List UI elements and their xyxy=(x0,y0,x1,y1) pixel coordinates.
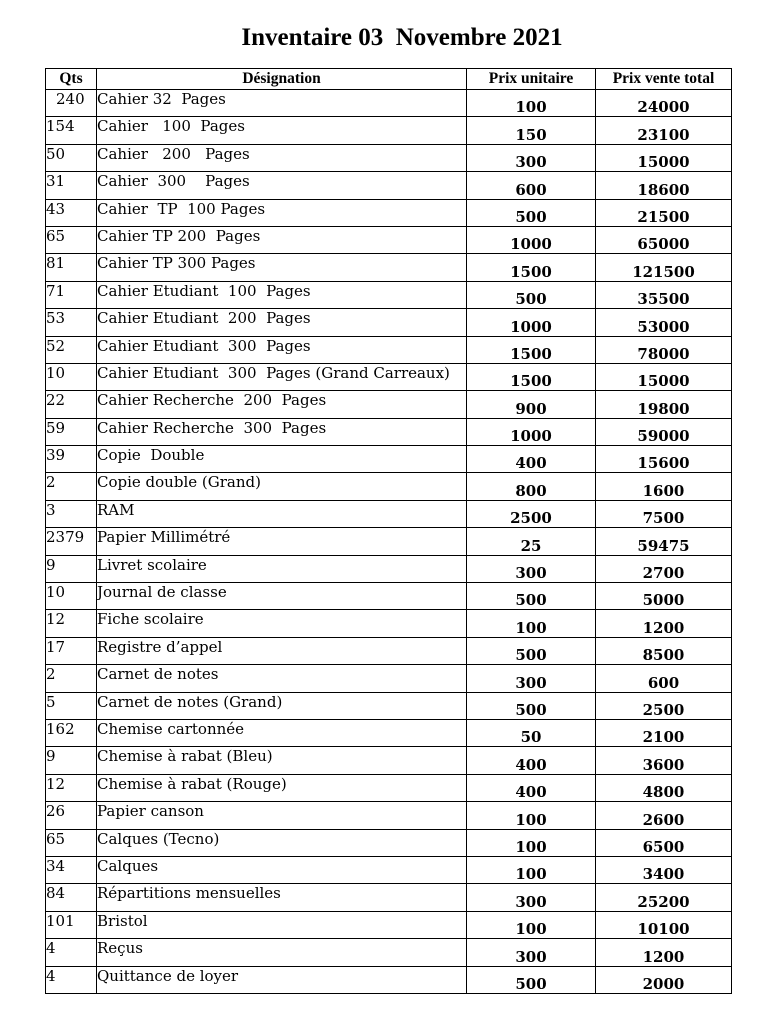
designation-cell: Calques (Tecno) xyxy=(97,829,467,856)
designation-cell: Copie double (Grand) xyxy=(97,473,467,500)
qty-cell: 81 xyxy=(46,254,97,281)
table-row xyxy=(46,90,732,117)
qty-cell: 34 xyxy=(46,856,97,883)
table-row xyxy=(46,172,732,199)
qty-cell: 9 xyxy=(46,747,97,774)
unit-price-cell: 25 xyxy=(467,528,596,555)
qty-cell: 101 xyxy=(46,911,97,938)
unit-price-cell: 300 xyxy=(467,884,596,911)
table-row xyxy=(46,692,732,719)
header-row xyxy=(46,69,732,90)
unit-price-cell: 1500 xyxy=(467,254,596,281)
table-row xyxy=(46,500,732,527)
total-cell: 1200 xyxy=(596,939,732,966)
qty-cell: 71 xyxy=(46,281,97,308)
unit-price-cell: 400 xyxy=(467,747,596,774)
designation-cell: Chemise à rabat (Bleu) xyxy=(97,747,467,774)
qty-cell: 50 xyxy=(46,144,97,171)
total-cell: 65000 xyxy=(596,226,732,253)
table-row xyxy=(46,473,732,500)
unit-price-cell: 300 xyxy=(467,144,596,171)
total-cell: 2600 xyxy=(596,802,732,829)
designation-cell: Papier Millimétré xyxy=(97,528,467,555)
qty-cell: 2379 xyxy=(46,528,97,555)
designation-cell: Cahier TP 100 Pages xyxy=(97,199,467,226)
unit-price-cell: 1000 xyxy=(467,226,596,253)
table-row xyxy=(46,309,732,336)
table-row xyxy=(46,610,732,637)
designation-cell: Répartitions mensuelles xyxy=(97,884,467,911)
qty-cell: 154 xyxy=(46,117,97,144)
table-row xyxy=(46,966,732,993)
total-cell: 35500 xyxy=(596,281,732,308)
designation-cell: Cahier 200 Pages xyxy=(97,144,467,171)
unit-price-cell: 500 xyxy=(467,281,596,308)
total-cell: 2500 xyxy=(596,692,732,719)
unit-price-cell: 600 xyxy=(467,172,596,199)
qty-cell: 4 xyxy=(46,966,97,993)
designation-header: Désignation xyxy=(97,69,467,90)
table-row xyxy=(46,254,732,281)
unit-price-cell: 1000 xyxy=(467,418,596,445)
qty-cell: 43 xyxy=(46,199,97,226)
unit-price-cell: 800 xyxy=(467,473,596,500)
designation-cell: Calques xyxy=(97,856,467,883)
qty-cell: 9 xyxy=(46,555,97,582)
designation-cell: Copie Double xyxy=(97,446,467,473)
unit-price-cell: 1000 xyxy=(467,309,596,336)
total-cell: 2000 xyxy=(596,966,732,993)
unit-price-cell: 400 xyxy=(467,774,596,801)
designation-cell: Quittance de loyer xyxy=(97,966,467,993)
qty-cell: 2 xyxy=(46,665,97,692)
total-cell: 23100 xyxy=(596,117,732,144)
designation-cell: Cahier Recherche 200 Pages xyxy=(97,391,467,418)
total-cell: 78000 xyxy=(596,336,732,363)
total-cell: 5000 xyxy=(596,583,732,610)
total-cell: 24000 xyxy=(596,90,732,117)
unit-price-cell: 500 xyxy=(467,692,596,719)
designation-cell: Reçus xyxy=(97,939,467,966)
table-row xyxy=(46,747,732,774)
designation-cell: Papier canson xyxy=(97,802,467,829)
total-cell: 15600 xyxy=(596,446,732,473)
total-cell: 3600 xyxy=(596,747,732,774)
table-row xyxy=(46,418,732,445)
qty-cell: 22 xyxy=(46,391,97,418)
table-row xyxy=(46,884,732,911)
table-row xyxy=(46,665,732,692)
unit-price-cell: 100 xyxy=(467,610,596,637)
qty-cell: 162 xyxy=(46,719,97,746)
table-row xyxy=(46,829,732,856)
designation-cell: Chemise à rabat (Rouge) xyxy=(97,774,467,801)
qty-cell: 65 xyxy=(46,829,97,856)
designation-cell: Chemise cartonnée xyxy=(97,719,467,746)
qty-cell: 65 xyxy=(46,226,97,253)
table-row xyxy=(46,391,732,418)
designation-cell: Cahier TP 300 Pages xyxy=(97,254,467,281)
table-row xyxy=(46,226,732,253)
qty-cell: 12 xyxy=(46,774,97,801)
designation-cell: Bristol xyxy=(97,911,467,938)
total-cell: 6500 xyxy=(596,829,732,856)
total-cell: 21500 xyxy=(596,199,732,226)
total-cell: 7500 xyxy=(596,500,732,527)
table-row xyxy=(46,199,732,226)
designation-cell: Carnet de notes xyxy=(97,665,467,692)
designation-cell: Cahier Recherche 300 Pages xyxy=(97,418,467,445)
unit-price-cell: 1500 xyxy=(467,363,596,390)
qty-cell: 2 xyxy=(46,473,97,500)
total-cell: 1600 xyxy=(596,473,732,500)
qty-cell: 10 xyxy=(46,363,97,390)
designation-cell: Cahier Etudiant 100 Pages xyxy=(97,281,467,308)
unit-price-cell: 150 xyxy=(467,117,596,144)
unit-price-cell: 500 xyxy=(467,966,596,993)
total-cell: 8500 xyxy=(596,637,732,664)
table-row xyxy=(46,144,732,171)
total-cell: 10100 xyxy=(596,911,732,938)
unit-price-cell: 300 xyxy=(467,939,596,966)
table-row xyxy=(46,802,732,829)
total-header: Prix vente total xyxy=(596,69,732,90)
designation-cell: Livret scolaire xyxy=(97,555,467,582)
unit-price-cell: 100 xyxy=(467,911,596,938)
unit-price-cell: 100 xyxy=(467,856,596,883)
designation-cell: Cahier Etudiant 300 Pages xyxy=(97,336,467,363)
designation-cell: Cahier Etudiant 200 Pages xyxy=(97,309,467,336)
qty-cell: 4 xyxy=(46,939,97,966)
total-cell: 4800 xyxy=(596,774,732,801)
table-row xyxy=(46,774,732,801)
total-cell: 2100 xyxy=(596,719,732,746)
unit-price-cell: 300 xyxy=(467,555,596,582)
qty-cell: 10 xyxy=(46,583,97,610)
total-cell: 121500 xyxy=(596,254,732,281)
qty-cell: 26 xyxy=(46,802,97,829)
unit-price-cell: 400 xyxy=(467,446,596,473)
unit-price-cell: 100 xyxy=(467,829,596,856)
total-cell: 59475 xyxy=(596,528,732,555)
total-cell: 1200 xyxy=(596,610,732,637)
unit-price-cell: 900 xyxy=(467,391,596,418)
unit-price-cell: 500 xyxy=(467,199,596,226)
qty-cell: 84 xyxy=(46,884,97,911)
designation-cell: Cahier Etudiant 300 Pages (Grand Carreaux) xyxy=(97,363,467,390)
unit-price-cell: 500 xyxy=(467,637,596,664)
qty-cell: 39 xyxy=(46,446,97,473)
total-cell: 59000 xyxy=(596,418,732,445)
table-row xyxy=(46,336,732,363)
document-title: Inventaire 03 Novembre 2021 xyxy=(241,24,563,51)
designation-cell: Registre d’appel xyxy=(97,637,467,664)
designation-cell: Fiche scolaire xyxy=(97,610,467,637)
total-cell: 53000 xyxy=(596,309,732,336)
designation-cell: Cahier 32 Pages xyxy=(97,90,467,117)
total-cell: 3400 xyxy=(596,856,732,883)
qty-cell: 52 xyxy=(46,336,97,363)
unit-price-header: Prix unitaire xyxy=(467,69,596,90)
total-cell: 25200 xyxy=(596,884,732,911)
unit-price-cell: 500 xyxy=(467,583,596,610)
unit-price-cell: 1500 xyxy=(467,336,596,363)
table-row xyxy=(46,281,732,308)
designation-cell: Carnet de notes (Grand) xyxy=(97,692,467,719)
qty-cell: 17 xyxy=(46,637,97,664)
table-row xyxy=(46,446,732,473)
table-row xyxy=(46,939,732,966)
designation-cell: Cahier 300 Pages xyxy=(97,172,467,199)
designation-cell: Cahier 100 Pages xyxy=(97,117,467,144)
designation-cell: Journal de classe xyxy=(97,583,467,610)
table-row xyxy=(46,555,732,582)
table-row xyxy=(46,856,732,883)
total-cell: 600 xyxy=(596,665,732,692)
unit-price-cell: 50 xyxy=(467,719,596,746)
inventory-table xyxy=(45,68,732,994)
designation-cell: Cahier TP 200 Pages xyxy=(97,226,467,253)
qty-cell: 240 xyxy=(46,90,97,117)
unit-price-cell: 2500 xyxy=(467,500,596,527)
qty-cell: 59 xyxy=(46,418,97,445)
table-row xyxy=(46,363,732,390)
total-cell: 15000 xyxy=(596,144,732,171)
qty-cell: 12 xyxy=(46,610,97,637)
inventory-rows xyxy=(46,90,732,994)
total-cell: 18600 xyxy=(596,172,732,199)
table-row xyxy=(46,117,732,144)
qty-header: Qts xyxy=(46,69,97,90)
total-cell: 19800 xyxy=(596,391,732,418)
unit-price-cell: 100 xyxy=(467,802,596,829)
unit-price-cell: 300 xyxy=(467,665,596,692)
qty-cell: 3 xyxy=(46,500,97,527)
total-cell: 15000 xyxy=(596,363,732,390)
designation-cell: RAM xyxy=(97,500,467,527)
table-row xyxy=(46,528,732,555)
unit-price-cell: 100 xyxy=(467,90,596,117)
qty-cell: 31 xyxy=(46,172,97,199)
total-cell: 2700 xyxy=(596,555,732,582)
table-row xyxy=(46,911,732,938)
table-row xyxy=(46,719,732,746)
qty-cell: 53 xyxy=(46,309,97,336)
qty-cell: 5 xyxy=(46,692,97,719)
table-row xyxy=(46,583,732,610)
table-row xyxy=(46,637,732,664)
